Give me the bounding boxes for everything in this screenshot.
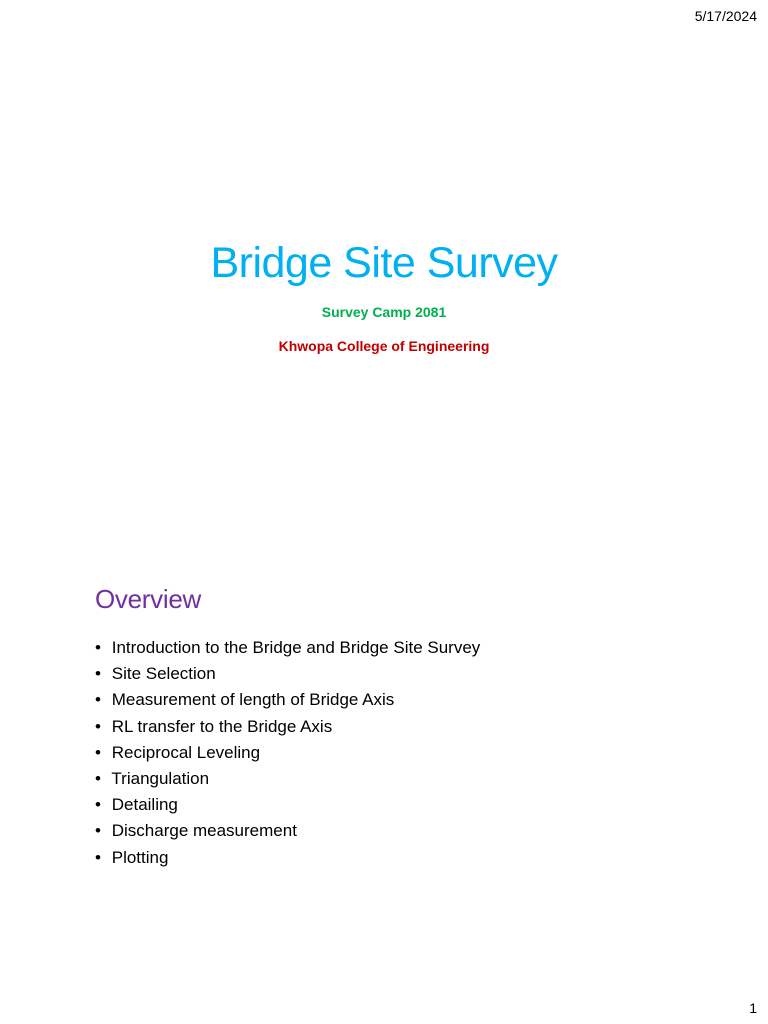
bullet-icon: • (95, 638, 101, 657)
bullet-icon: • (95, 716, 101, 736)
survey-camp-subtitle: Survey Camp 2081 (321, 304, 447, 320)
bullet-icon: • (95, 690, 101, 710)
bullet-icon: • (95, 795, 101, 815)
overview-item (95, 635, 715, 661)
bullet-icon: • (95, 742, 101, 762)
overview-item-text: Site Selection (111, 664, 216, 684)
overview-item-text: Discharge measurement (111, 821, 297, 841)
slide-title: Bridge Site Survey (210, 239, 558, 287)
overview-item (95, 740, 715, 766)
overview-item (95, 714, 715, 740)
overview-item-text: Detailing (111, 795, 178, 815)
overview-item-text: Reciprocal Leveling (111, 742, 261, 762)
bullet-icon: • (95, 664, 101, 684)
overview-item (95, 818, 715, 844)
overview-item-text: Triangulation (111, 769, 210, 789)
overview-list (95, 635, 715, 871)
bullet-icon: • (95, 821, 101, 841)
overview-item (95, 845, 715, 871)
overview-item-text: Plotting (111, 847, 169, 867)
page-number: 1 (749, 1000, 757, 1016)
bullet-icon: • (95, 769, 101, 789)
college-subtitle: Khwopa College of Engineering (278, 338, 490, 354)
page-date: 5/17/2024 (694, 8, 757, 24)
overview-item (95, 687, 715, 713)
overview-heading: Overview (95, 584, 201, 614)
title-slide (0, 236, 768, 358)
overview-item-text: Introduction to the Bridge and Bridge Site Survey (111, 638, 481, 657)
overview-item (95, 766, 715, 792)
overview-item-text: RL transfer to the Bridge Axis (111, 716, 333, 736)
overview-item-text: Measurement of length of Bridge Axis (111, 690, 395, 710)
overview-item (95, 792, 715, 818)
bullet-icon: • (95, 847, 101, 867)
overview-slide (95, 581, 715, 871)
overview-item (95, 661, 715, 687)
